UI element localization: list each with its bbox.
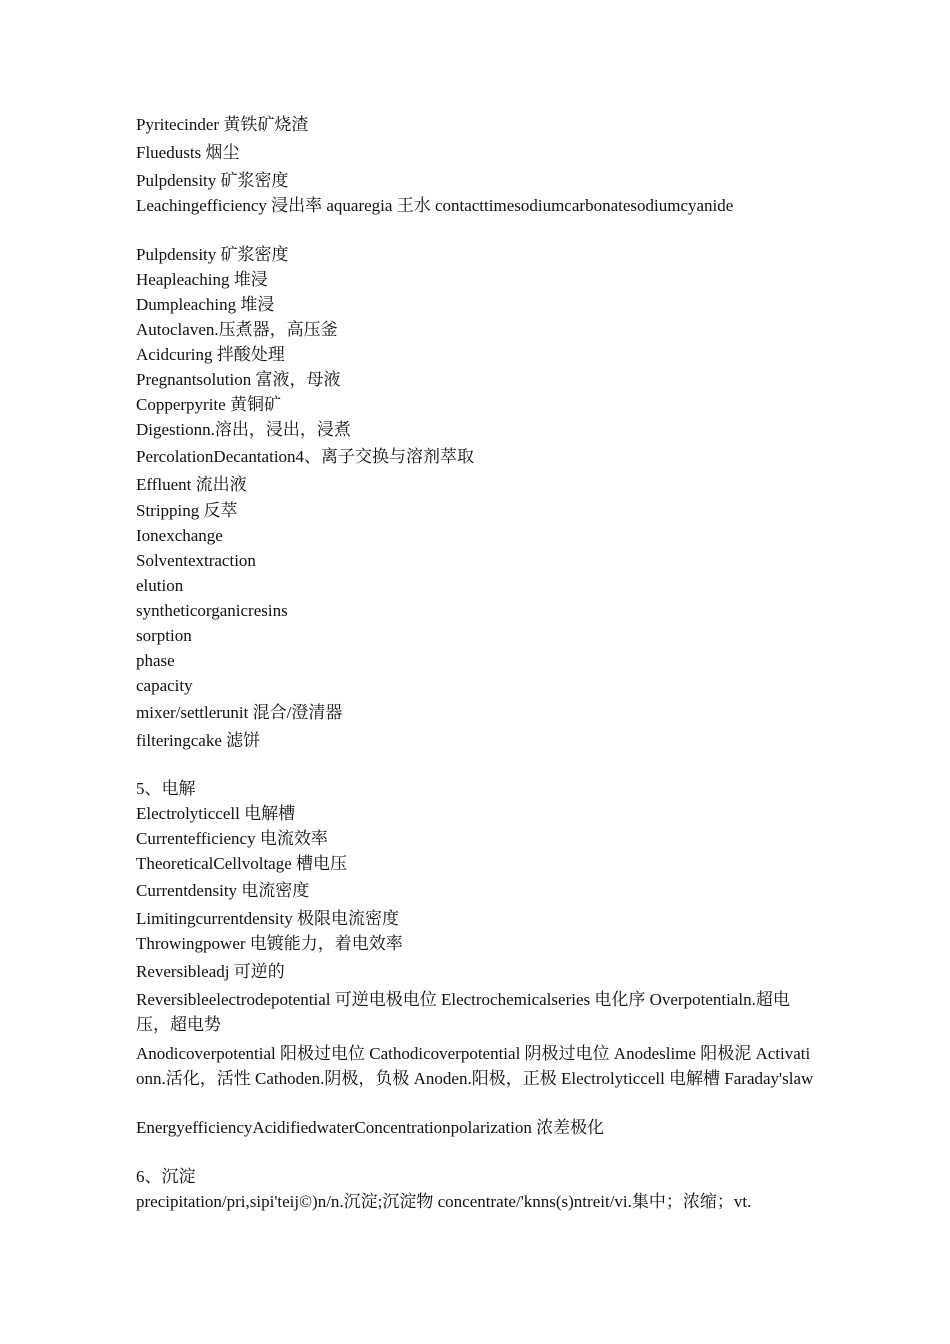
text-line: capacity — [136, 676, 193, 695]
text-line: Pulpdensity 矿浆密度 — [136, 171, 289, 190]
text-line: Effluent 流出液 — [136, 475, 247, 494]
text-line: mixer/settlerunit 混合/澄清器 — [136, 703, 343, 722]
text-line: phase — [136, 651, 175, 670]
text-line: Solventextraction — [136, 551, 256, 570]
section-heading: 5、电解 — [136, 779, 196, 798]
text-line: Leachingefficiency 浸出率 aquaregia 王水 contacttimesodiumcarbonatesodiumcyanide — [136, 196, 734, 215]
text-line: Throwingpower 电镀能力，着电效率 — [136, 934, 403, 953]
text-line: Copperpyrite 黄铜矿 — [136, 395, 281, 414]
text-line: Heapleaching 堆浸 — [136, 270, 268, 289]
text-line: syntheticorganicresins — [136, 601, 288, 620]
text-paragraph: Anodicoverpotential 阳极过电位 Cathodicoverpotential 阴极过电位 Anodeslime 阳极泥 Activationn.活化，活性 Cathoden.阴极，负极 Anoden.阳极，正极 Electrolyticcell 电解槽 Faraday'slaw — [136, 1044, 814, 1088]
text-line: sorption — [136, 626, 192, 645]
text-line: Pyritecinder 黄铁矿烧渣 — [136, 115, 309, 134]
text-line: Ionexchange — [136, 526, 223, 545]
text-line: Autoclaven.压煮器，高压釜 — [136, 320, 338, 339]
text-line: EnergyefficiencyAcidifiedwaterConcentrationpolarization 浓差极化 — [136, 1118, 605, 1137]
text-line: filteringcake 滤饼 — [136, 731, 261, 750]
text-line: Limitingcurrentdensity 极限电流密度 — [136, 909, 399, 928]
text-line: Reversibleadj 可逆的 — [136, 962, 285, 981]
text-line: Pregnantsolution 富液，母液 — [136, 370, 341, 389]
text-line: Electrolyticcell 电解槽 — [136, 804, 296, 823]
text-paragraph: Reversibleelectrodepotential 可逆电极电位 Electrochemicalseries 电化序 Overpotentialn.超电压，超电势 — [136, 990, 790, 1034]
text-line: Currentdensity 电流密度 — [136, 881, 310, 900]
text-line: Dumpleaching 堆浸 — [136, 295, 275, 314]
text-line: PercolationDecantation4、离子交换与溶剂萃取 — [136, 447, 475, 466]
text-line: elution — [136, 576, 184, 595]
text-line: TheoreticalCellvoltage 槽电压 — [136, 854, 348, 873]
text-line: Acidcuring 拌酸处理 — [136, 345, 285, 364]
text-line: Currentefficiency 电流效率 — [136, 829, 328, 848]
text-line: Fluedusts 烟尘 — [136, 143, 240, 162]
text-line: Digestionn.溶出，浸出，浸煮 — [136, 420, 351, 439]
text-line: Pulpdensity 矿浆密度 — [136, 245, 289, 264]
text-line: precipitation/pri,sipi'teij©)n/n.沉淀;沉淀物 concentrate/'knns(s)ntreit/vi.集中；浓缩；vt. — [136, 1192, 752, 1211]
text-line: Stripping 反萃 — [136, 501, 238, 520]
section-heading: 6、沉淀 — [136, 1167, 196, 1186]
